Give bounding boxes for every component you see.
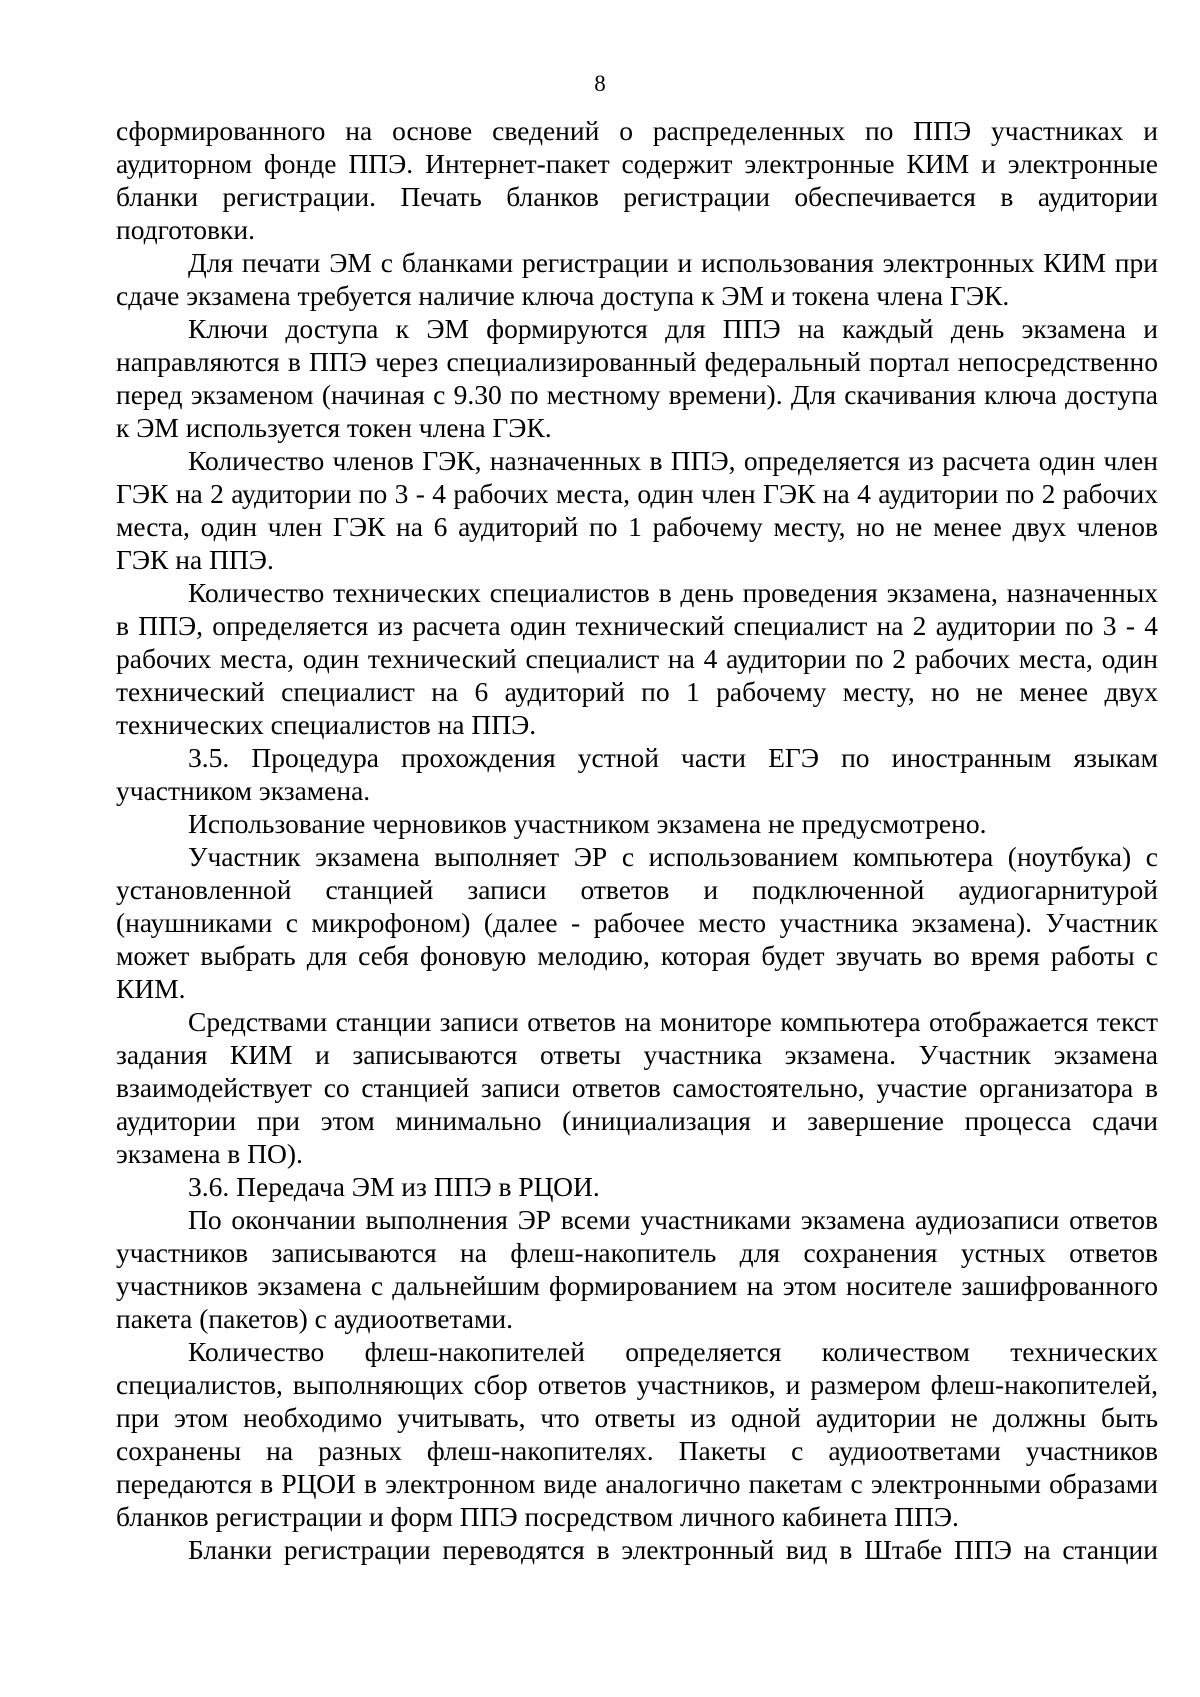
paragraph-access-keys: Ключи доступа к ЭМ формируются для ППЭ на каждый день экзамена и направляются в ППЭ через специализированный федеральный портал непосредственно перед экзаменом (начиная с 9.30 по местному времени). Для скачивания ключа доступа к ЭМ используется токен члена ГЭК. <box>116 313 1158 443</box>
page-number: 8 <box>594 71 606 96</box>
paragraph-continuation: сформированного на основе сведений о распределенных по ППЭ участниках и аудиторном фонде ППЭ. Интернет-пакет содержит электронные КИМ и электронные бланки регистрации. Печать бланков регистрации обеспечивается в аудитории подготовки. <box>116 115 1158 245</box>
paragraph-drafts: Использование черновиков участником экзамена не предусмотрено. <box>188 808 987 839</box>
paragraph-technical-specialists-count: Количество технических специалистов в день проведения экзамена, назначенных в ППЭ, определяется из расчета один технический специалист на 2 аудитории по 3 - 4 рабочих места, один технический специалист на 4 аудитории по 2 рабочих места, один технический специалист на 6 аудиторий по 1 рабочему месту, но не менее двух технических специалистов на ППЭ. <box>116 577 1158 740</box>
section-heading-3-5: 3.5. Процедура прохождения устной части ЕГЭ по иностранным языкам участником экзамена. <box>116 742 1158 806</box>
paragraph-gek-members-count: Количество членов ГЭК, назначенных в ППЭ, определяется из расчета один член ГЭК на 2 аудитории по 3 - 4 рабочих места, один член ГЭК на 4 аудитории по 2 рабочих места, один член ГЭК на 6 аудиторий по 1 рабочему месту, но не менее двух членов ГЭК на ППЭ. <box>116 445 1158 575</box>
section-heading-3-6: 3.6. Передача ЭМ из ППЭ в РЦОИ. <box>188 1171 600 1202</box>
paragraph-audio-recordings: По окончании выполнения ЭР всеми участниками экзамена аудиозаписи ответов участников записываются на флеш-накопитель для сохранения устных ответов участников экзамена с дальнейшим формированием на этом носителе зашифрованного пакета (пакетов) с аудиоответами. <box>116 1204 1158 1334</box>
paragraph-flash-drives: Количество флеш-накопителей определяется количеством технических специалистов, выполняющих сбор ответов участников, и размером флеш-накопителей, при этом необходимо учитывать, что ответы из одной аудитории не должны быть сохранены на разных флеш-накопителях. Пакеты с аудиоответами участников передаются в РЦОИ в электронном виде аналогично пакетам с электронными образами бланков регистрации и форм ППЭ посредством личного кабинета ППЭ. <box>116 1336 1158 1532</box>
paragraph-registration-forms: Бланки регистрации переводятся в электронный вид в Штабе ППЭ на станции <box>188 1534 1158 1565</box>
paragraph-recording-station: Средствами станции записи ответов на мониторе компьютера отображается текст задания КИМ и записываются ответы участника экзамена. Участник экзамена взаимодействует со станцией записи ответов самостоятельно, участие организатора в аудитории при этом минимально (инициализация и завершение процесса сдачи экзамена в ПО). <box>116 1006 1158 1169</box>
document-body <box>116 114 1158 1566</box>
paragraph-print-requirements: Для печати ЭМ с бланками регистрации и использования электронных КИМ при сдаче экзамена требуется наличие ключа доступа к ЭМ и токена члена ГЭК. <box>116 247 1158 311</box>
paragraph-workstation: Участник экзамена выполняет ЭР с использованием компьютера (ноутбука) с установленной станцией записи ответов и подключенной аудиогарнитурой (наушниками с микрофоном) (далее - рабочее место участника экзамена). Участник может выбрать для себя фоновую мелодию, которая будет звучать во время работы с КИМ. <box>116 841 1158 1004</box>
